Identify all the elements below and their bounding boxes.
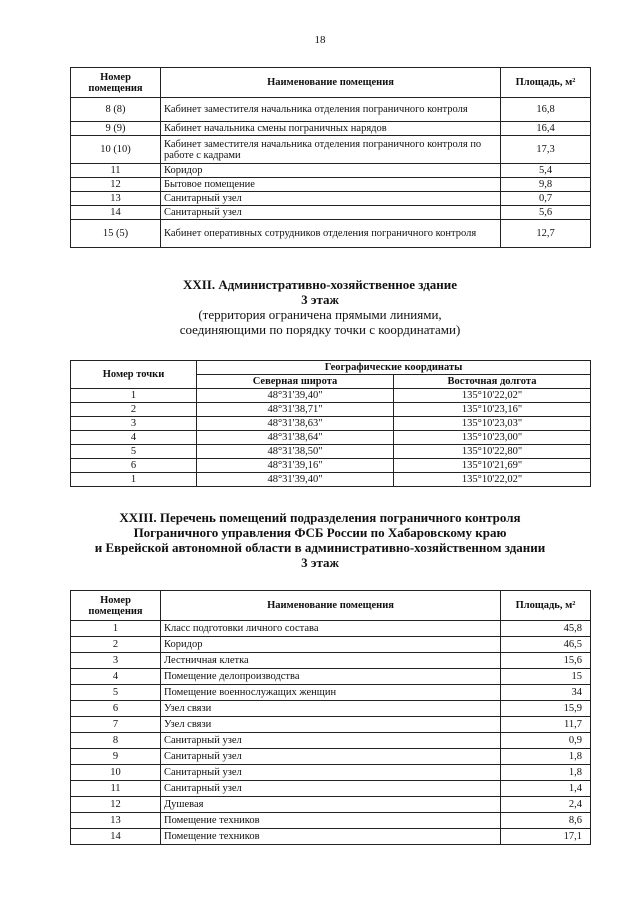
section-22-title: XXII. Административно-хозяйственное здание: [182, 277, 458, 292]
table-cell: 135°10'22,02": [394, 473, 591, 487]
table-cell: 9,8: [501, 178, 591, 192]
table-cell: Класс подготовки личного состава: [161, 621, 501, 637]
table-cell: Кабинет оперативных сотрудников отделения пограничного контроля: [161, 220, 501, 248]
coordinates-table: [70, 360, 591, 487]
table-cell: Бытовое помещение: [161, 178, 501, 192]
table-cell: 13: [71, 192, 161, 206]
table-cell: 15,6: [501, 653, 591, 669]
table-cell: 4: [71, 669, 161, 685]
table-cell: 1,8: [501, 765, 591, 781]
table-row: [71, 813, 591, 829]
table-cell: Помещение делопроизводства: [161, 669, 501, 685]
table-cell: 12,7: [501, 220, 591, 248]
table-row: [71, 653, 591, 669]
table-cell: Санитарный узел: [161, 781, 501, 797]
table-cell: Душевая: [161, 797, 501, 813]
table-cell: 15 (5): [71, 220, 161, 248]
table-cell: 5: [71, 445, 197, 459]
table-row: [71, 192, 591, 206]
table-row: [71, 164, 591, 178]
table-row: [71, 417, 591, 431]
rooms-table-3: [70, 590, 591, 845]
section-23-floor: 3 этаж: [301, 555, 339, 570]
table-cell: 3: [71, 653, 161, 669]
table-cell: Кабинет заместителя начальника отделения пограничного контроля по работе с кадрами: [161, 136, 501, 164]
table3-body: [71, 621, 591, 845]
table-cell: 9: [71, 749, 161, 765]
table-row: [71, 621, 591, 637]
col-header-room-name: Наименование помещения: [161, 68, 501, 98]
table-cell: 12: [71, 797, 161, 813]
table-cell: Помещение техников: [161, 829, 501, 845]
col-header-area: Площадь, м²: [501, 68, 591, 98]
table-cell: 48°31'39,40": [197, 389, 394, 403]
section-22-heading: [0, 277, 640, 337]
col-header-room-number: Номер помещения: [71, 68, 161, 98]
table-row: [71, 749, 591, 765]
col-header-geo-coordinates: Географические координаты: [197, 361, 591, 375]
col-header-room-number: Номер помещения: [71, 591, 161, 621]
table-cell: 3: [71, 417, 197, 431]
table-row: [71, 389, 591, 403]
table-cell: 17,1: [501, 829, 591, 845]
table-row: [71, 403, 591, 417]
table-cell: 14: [71, 206, 161, 220]
section-23-title-3: и Еврейской автономной области в административно-хозяйственном здании: [94, 540, 546, 555]
table-cell: Коридор: [161, 164, 501, 178]
table-cell: 0,9: [501, 733, 591, 749]
table-cell: 135°10'23,16": [394, 403, 591, 417]
table-cell: 6: [71, 459, 197, 473]
table-cell: 11,7: [501, 717, 591, 733]
table-cell: 5,4: [501, 164, 591, 178]
table-cell: Лестничная клетка: [161, 653, 501, 669]
col-header-longitude: Восточная долгота: [394, 375, 591, 389]
table-cell: 16,4: [501, 122, 591, 136]
table-cell: 11: [71, 164, 161, 178]
table-cell: 48°31'38,71": [197, 403, 394, 417]
table-cell: 17,3: [501, 136, 591, 164]
table-row: [71, 136, 591, 164]
table-cell: 16,8: [501, 98, 591, 122]
table-cell: 2: [71, 403, 197, 417]
table-cell: 15,9: [501, 701, 591, 717]
table-cell: 1: [71, 621, 161, 637]
table-cell: 135°10'22,02": [394, 389, 591, 403]
page-number: 18: [314, 34, 326, 46]
table2-body: [71, 389, 591, 487]
table-cell: 14: [71, 829, 161, 845]
table-row: [71, 637, 591, 653]
table-cell: 8,6: [501, 813, 591, 829]
table-cell: 8 (8): [71, 98, 161, 122]
rooms-table-1: [70, 67, 591, 248]
table-cell: 13: [71, 813, 161, 829]
table-cell: Узел связи: [161, 717, 501, 733]
table-cell: 8: [71, 733, 161, 749]
table-row: [71, 829, 591, 845]
table-row: [71, 701, 591, 717]
table-cell: 5: [71, 685, 161, 701]
table-cell: 1,4: [501, 781, 591, 797]
table-cell: Санитарный узел: [161, 206, 501, 220]
table-row: [71, 473, 591, 487]
table-cell: Санитарный узел: [161, 749, 501, 765]
table-cell: 48°31'39,40": [197, 473, 394, 487]
table-cell: 48°31'38,64": [197, 431, 394, 445]
table-row: [71, 122, 591, 136]
table-row: [71, 669, 591, 685]
table-cell: 2,4: [501, 797, 591, 813]
table-row: [71, 781, 591, 797]
table-row: [71, 431, 591, 445]
table-cell: Помещение военнослужащих женщин: [161, 685, 501, 701]
table-cell: Помещение техников: [161, 813, 501, 829]
table-cell: 7: [71, 717, 161, 733]
table-cell: 135°10'21,69": [394, 459, 591, 473]
table-row: [71, 717, 591, 733]
col-header-area: Площадь, м²: [501, 591, 591, 621]
table-cell: 10 (10): [71, 136, 161, 164]
table-cell: 4: [71, 431, 197, 445]
table-cell: 1: [71, 473, 197, 487]
col-header-latitude: Северная широта: [197, 375, 394, 389]
table-cell: 5,6: [501, 206, 591, 220]
table-row: [71, 733, 591, 749]
table-cell: 6: [71, 701, 161, 717]
table-cell: 9 (9): [71, 122, 161, 136]
table-cell: 0,7: [501, 192, 591, 206]
table-cell: 1: [71, 389, 197, 403]
table-cell: Санитарный узел: [161, 192, 501, 206]
table-row: [71, 220, 591, 248]
section-22-note-1: (территория ограничена прямыми линиями,: [198, 307, 442, 322]
table-cell: 135°10'22,80": [394, 445, 591, 459]
table-cell: Санитарный узел: [161, 733, 501, 749]
table-cell: 135°10'23,03": [394, 417, 591, 431]
col-header-point-number: Номер точки: [71, 361, 197, 389]
table-cell: Коридор: [161, 637, 501, 653]
table-cell: 10: [71, 765, 161, 781]
table-cell: 1,8: [501, 749, 591, 765]
table-row: [71, 98, 591, 122]
table-cell: 48°31'38,50": [197, 445, 394, 459]
table-cell: 11: [71, 781, 161, 797]
table-cell: 135°10'23,00": [394, 431, 591, 445]
table-cell: 48°31'39,16": [197, 459, 394, 473]
table-cell: 12: [71, 178, 161, 192]
col-header-room-name: Наименование помещения: [161, 591, 501, 621]
table-cell: 46,5: [501, 637, 591, 653]
table-row: [71, 206, 591, 220]
table-cell: 2: [71, 637, 161, 653]
table-row: [71, 445, 591, 459]
table-cell: Кабинет заместителя начальника отделения пограничного контроля: [161, 98, 501, 122]
table-cell: Узел связи: [161, 701, 501, 717]
table-cell: Санитарный узел: [161, 765, 501, 781]
section-23-title-1: XXIII. Перечень помещений подразделения пограничного контроля: [119, 510, 521, 525]
table-row: [71, 797, 591, 813]
table1-body: [71, 98, 591, 248]
table-cell: 45,8: [501, 621, 591, 637]
section-22-note-2: соединяющими по порядку точки с координатами): [179, 322, 461, 337]
table-row: [71, 765, 591, 781]
table-cell: 34: [501, 685, 591, 701]
table-cell: 48°31'38,63": [197, 417, 394, 431]
table-row: [71, 459, 591, 473]
table-row: [71, 685, 591, 701]
section-22-floor: 3 этаж: [301, 292, 339, 307]
table-row: [71, 178, 591, 192]
table-cell: 15: [501, 669, 591, 685]
section-23-heading: [0, 510, 640, 570]
section-23-title-2: Пограничного управления ФСБ России по Хабаровскому краю: [133, 525, 507, 540]
table-cell: Кабинет начальника смены пограничных нарядов: [161, 122, 501, 136]
